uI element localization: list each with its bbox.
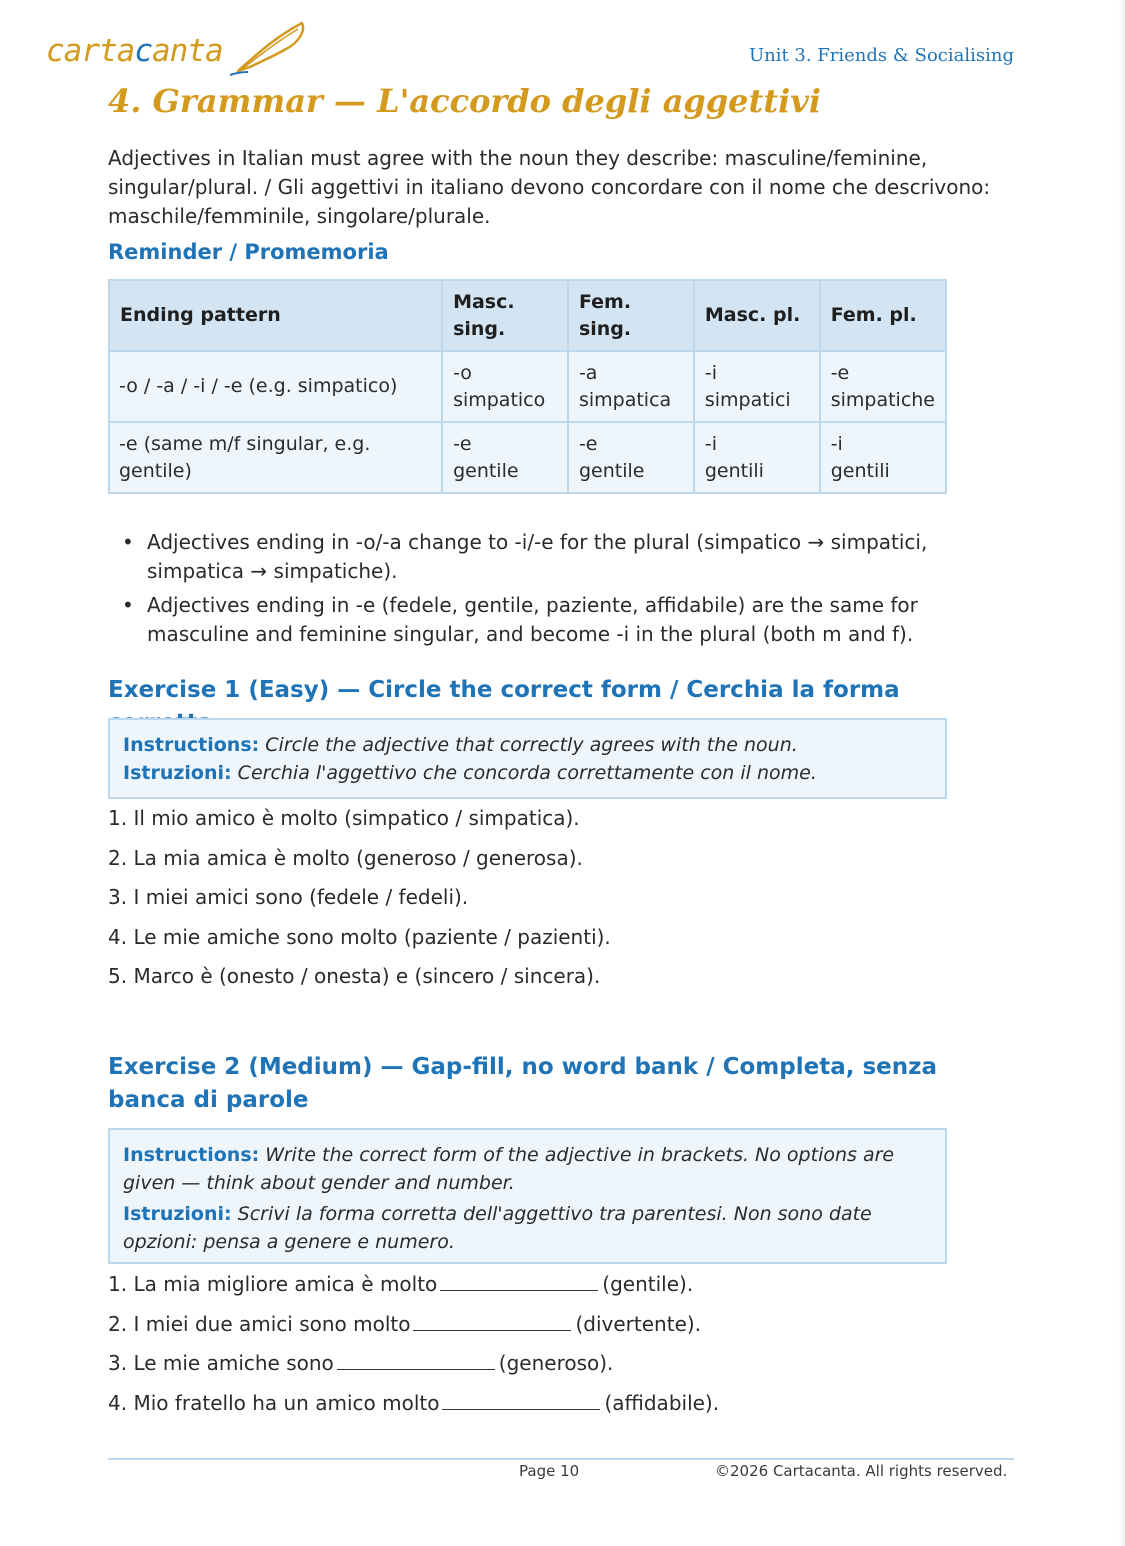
istruzioni-text: Cerchia l'aggettivo che concorda correttamente con il nome. xyxy=(237,762,817,784)
item-hint: (divertente). xyxy=(575,1311,702,1336)
ending-text: -e xyxy=(578,432,598,455)
exercise-item xyxy=(108,1310,1008,1350)
exercise-1-items xyxy=(108,804,1008,1002)
ending-text: -o xyxy=(453,361,472,384)
table-row xyxy=(109,351,946,422)
ending-pattern-cell: -e (same m/f singular, e.g. gentile) xyxy=(109,422,442,493)
exercise-1-instructions xyxy=(108,718,947,799)
cartacanta-logo xyxy=(46,30,223,72)
page-title: 4. Grammar — L'accordo degli aggettivi xyxy=(108,82,821,120)
table-cell xyxy=(442,422,568,493)
table-cell xyxy=(568,422,694,493)
table-cell xyxy=(820,351,946,422)
item-prompt: 3. Le mie amiche sono xyxy=(108,1351,334,1375)
ending-pattern-cell: -o / -a / -i / -e (e.g. simpatico) xyxy=(109,351,442,422)
example-text: simpatico xyxy=(453,388,546,411)
reminder-heading: Reminder / Promemoria xyxy=(108,240,389,264)
example-text: simpatica xyxy=(578,388,672,411)
column-header: Ending pattern xyxy=(109,280,442,351)
instructions-text: Write the correct form of the adjective in brackets. No options are given — think about gender and number. xyxy=(123,1144,895,1194)
exercise-item xyxy=(108,1389,1008,1429)
ending-text: -a xyxy=(578,361,598,384)
answer-blank[interactable] xyxy=(337,1349,495,1370)
table-row xyxy=(109,422,946,493)
table-cell xyxy=(568,351,694,422)
table-cell xyxy=(820,422,946,493)
table-cell xyxy=(442,351,568,422)
answer-blank[interactable] xyxy=(440,1270,598,1291)
exercise-item: 2. La mia amica è molto (generoso / generosa). xyxy=(108,845,583,870)
ending-text: -i xyxy=(704,432,717,455)
exercise-item xyxy=(108,1349,1008,1389)
ending-text: -e xyxy=(830,361,850,384)
column-header: Masc. pl. xyxy=(694,280,820,351)
bullet-icon: • xyxy=(122,530,134,554)
item-hint: (gentile). xyxy=(602,1272,694,1296)
page-number: Page 10 xyxy=(519,1462,580,1480)
instructions-line-english xyxy=(123,731,932,759)
exercise-item: 3. I miei amici sono (fedele / fedeli). xyxy=(108,885,469,909)
intro-paragraph: Adjectives in Italian must agree with the noun they describe: masculine/feminine, singular/plural. / Gli aggettivi in italiano devono concordare con il nome che descrivono: maschile/femminile, singolare/plurale. xyxy=(108,146,991,228)
instructions-line-italian xyxy=(123,759,932,787)
exercise-1-heading: Exercise 1 (Easy) — Circle the correct form / Cerchia la forma xyxy=(108,677,900,703)
page-edge-shadow xyxy=(1118,0,1125,1546)
logo-wordmark: cartacanta xyxy=(46,33,223,69)
feather-quill-icon xyxy=(226,17,314,77)
ending-text: -e xyxy=(453,432,472,455)
example-text: gentili xyxy=(704,459,764,482)
ending-text: -i xyxy=(830,432,843,455)
list-item xyxy=(108,591,1008,649)
example-text: gentile xyxy=(453,459,519,482)
item-prompt: 1. La mia migliore amica è molto xyxy=(108,1272,438,1296)
column-header: Masc. sing. xyxy=(442,280,568,351)
istruzioni-label: Istruzioni: xyxy=(123,1203,232,1225)
adjective-endings-table xyxy=(108,279,947,494)
footer-divider xyxy=(108,1458,1014,1460)
instructions-label: Instructions: xyxy=(123,1144,260,1166)
table-cell xyxy=(694,422,820,493)
bullet-icon: • xyxy=(122,593,134,617)
column-header: Fem. pl. xyxy=(820,280,946,351)
list-item xyxy=(108,528,1008,586)
answer-blank[interactable] xyxy=(442,1389,600,1410)
item-prompt: 4. Mio fratello ha un amico molto xyxy=(108,1390,440,1415)
table-cell xyxy=(694,351,820,422)
example-text: simpatici xyxy=(704,388,791,411)
item-hint: (generoso). xyxy=(498,1351,614,1375)
istruzioni-text: Scrivi la forma corretta dell'aggettivo tra parentesi. Non sono date opzioni: pensa a genere e numero. xyxy=(123,1203,872,1253)
ending-text: -i xyxy=(704,361,717,384)
exercise-2-items xyxy=(108,1270,1008,1428)
exercise-item xyxy=(108,1270,1008,1310)
istruzioni-label: Istruzioni: xyxy=(123,762,232,784)
unit-label: Unit 3. Friends & Socialising xyxy=(748,45,1014,66)
grammar-notes-list xyxy=(108,528,1008,654)
instructions-line-italian xyxy=(123,1200,932,1256)
column-header: Fem. sing. xyxy=(568,280,694,351)
exercise-item: 1. Il mio amico è molto (simpatico / simpatica). xyxy=(108,806,580,830)
table-header-row xyxy=(109,280,946,351)
instructions-line-english xyxy=(123,1141,932,1197)
list-item-text: Adjectives ending in -o/-a change to -i/-e for the plural (simpatico → simpatici, simpatica → simpatiche). xyxy=(147,530,928,583)
instructions-text: Circle the adjective that correctly agrees with the noun. xyxy=(265,734,798,756)
exercise-item: 4. Le mie amiche sono molto (paziente / pazienti). xyxy=(108,924,611,949)
exercise-2-instructions xyxy=(108,1128,947,1264)
exercise-item: 5. Marco è (onesto / onesta) e (sincero / sincera). xyxy=(108,964,601,988)
copyright-notice: ©2026 Cartacanta. All rights reserved. xyxy=(715,1462,1008,1480)
example-text: gentili xyxy=(830,459,890,482)
answer-blank[interactable] xyxy=(413,1310,571,1331)
exercise-2-heading: Exercise 2 (Medium) — Gap-fill, no word bank / Completa, senza banca di parole xyxy=(108,1054,938,1113)
item-hint: (affidabile). xyxy=(604,1390,720,1415)
example-text: gentile xyxy=(578,459,645,482)
item-prompt: 2. I miei due amici sono molto xyxy=(108,1311,411,1336)
example-text: simpatiche xyxy=(830,388,935,411)
instructions-label: Instructions: xyxy=(123,734,260,756)
list-item-text: Adjectives ending in -e (fedele, gentile, paziente, affidabile) are the same for masculine and feminine singular, and become -i in the plural (both m and f). xyxy=(147,593,918,646)
